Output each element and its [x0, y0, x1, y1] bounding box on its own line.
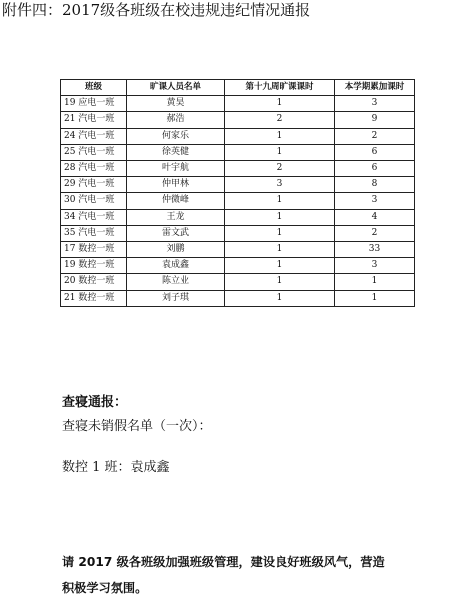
cell-class: 25 汽电一班	[61, 144, 127, 160]
closing-notice	[62, 549, 422, 601]
table-row	[61, 161, 415, 177]
absence-table-container	[60, 79, 414, 307]
header-semester-total: 本学期累加课时	[335, 80, 415, 96]
table-row	[61, 193, 415, 209]
cell-week19-hours: 1	[225, 96, 335, 112]
table-row	[61, 225, 415, 241]
closing-line-2: 积极学习氛围。	[62, 581, 148, 595]
cell-week19-hours: 1	[225, 128, 335, 144]
cell-week19-hours: 1	[225, 144, 335, 160]
table-row	[61, 274, 415, 290]
cell-week19-hours: 1	[225, 258, 335, 274]
table-row	[61, 144, 415, 160]
cell-week19-hours: 2	[225, 112, 335, 128]
cell-week19-hours: 3	[225, 177, 335, 193]
table-row	[61, 258, 415, 274]
cell-semester-total: 3	[335, 96, 415, 112]
cell-class: 17 数控一班	[61, 242, 127, 258]
cell-student-name: 刘子琪	[127, 290, 225, 306]
cell-student-name: 何家乐	[127, 128, 225, 144]
table-row	[61, 128, 415, 144]
document-title: 附件四：2017级各班级在校违规违纪情况通报	[2, 1, 311, 19]
dorm-check-heading: 查寝通报：	[62, 395, 128, 410]
table-row	[61, 177, 415, 193]
cell-class: 29 汽电一班	[61, 177, 127, 193]
header-week19-hours: 第十九周旷课课时	[225, 80, 335, 96]
cell-semester-total: 1	[335, 274, 415, 290]
cell-class: 34 汽电一班	[61, 209, 127, 225]
cell-week19-hours: 1	[225, 274, 335, 290]
cell-semester-total: 6	[335, 161, 415, 177]
table-row	[61, 96, 415, 112]
dorm-check-entry: 数控 1 班：袁成鑫	[62, 460, 170, 475]
absence-table	[60, 79, 415, 307]
cell-week19-hours: 1	[225, 193, 335, 209]
cell-semester-total: 33	[335, 242, 415, 258]
cell-semester-total: 3	[335, 193, 415, 209]
cell-student-name: 叶宇航	[127, 161, 225, 177]
cell-class: 24 汽电一班	[61, 128, 127, 144]
table-row	[61, 290, 415, 306]
table-row	[61, 242, 415, 258]
cell-week19-hours: 1	[225, 242, 335, 258]
cell-student-name: 徐英健	[127, 144, 225, 160]
cell-semester-total: 8	[335, 177, 415, 193]
cell-semester-total: 6	[335, 144, 415, 160]
cell-student-name: 王龙	[127, 209, 225, 225]
cell-week19-hours: 1	[225, 290, 335, 306]
cell-semester-total: 2	[335, 225, 415, 241]
closing-line-1: 请 2017 级各班级加强班级管理，建设良好班级风气，营造	[62, 555, 385, 569]
header-class: 班级	[61, 80, 127, 96]
cell-week19-hours: 1	[225, 209, 335, 225]
header-absent-students: 旷课人员名单	[127, 80, 225, 96]
cell-week19-hours: 2	[225, 161, 335, 177]
table-header-row	[61, 80, 415, 96]
cell-week19-hours: 1	[225, 225, 335, 241]
cell-student-name: 雷文武	[127, 225, 225, 241]
table-body	[61, 96, 415, 307]
cell-student-name: 仲微峰	[127, 193, 225, 209]
cell-class: 21 数控一班	[61, 290, 127, 306]
cell-semester-total: 1	[335, 290, 415, 306]
cell-student-name: 仲甲林	[127, 177, 225, 193]
cell-semester-total: 2	[335, 128, 415, 144]
cell-student-name: 陈立业	[127, 274, 225, 290]
cell-semester-total: 9	[335, 112, 415, 128]
table-row	[61, 209, 415, 225]
cell-semester-total: 3	[335, 258, 415, 274]
cell-class: 30 汽电一班	[61, 193, 127, 209]
cell-student-name: 黄昊	[127, 96, 225, 112]
cell-student-name: 袁成鑫	[127, 258, 225, 274]
cell-class: 19 数控一班	[61, 258, 127, 274]
cell-class: 21 汽电一班	[61, 112, 127, 128]
cell-class: 35 汽电一班	[61, 225, 127, 241]
cell-class: 19 应电一班	[61, 96, 127, 112]
cell-semester-total: 4	[335, 209, 415, 225]
cell-student-name: 刘鹏	[127, 242, 225, 258]
table-row	[61, 112, 415, 128]
cell-class: 28 汽电一班	[61, 161, 127, 177]
cell-student-name: 郝浩	[127, 112, 225, 128]
cell-class: 20 数控一班	[61, 274, 127, 290]
dorm-check-list-label: 查寝未销假名单（一次）：	[62, 419, 212, 434]
